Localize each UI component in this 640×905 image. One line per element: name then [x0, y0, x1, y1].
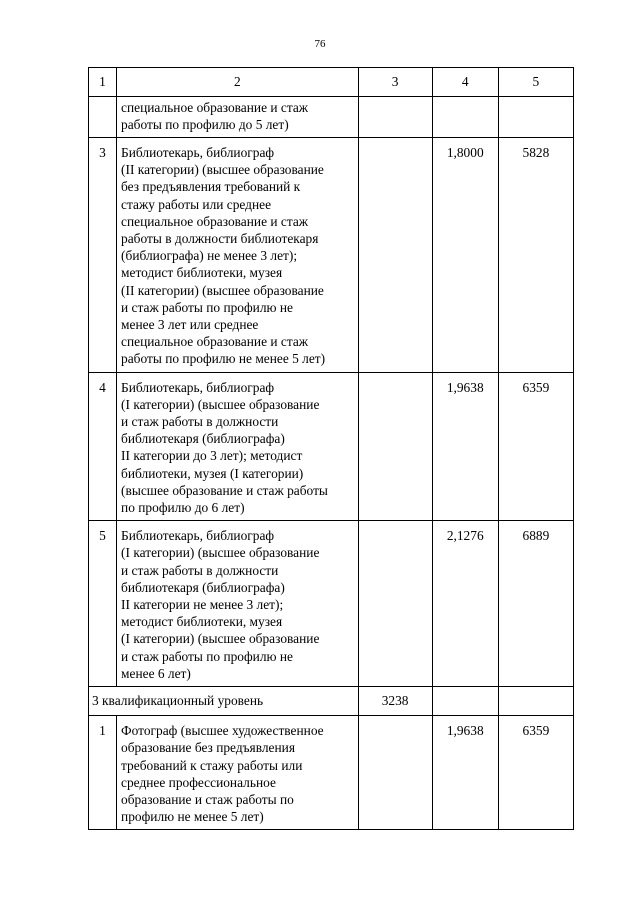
header-col-5: 5 [498, 68, 573, 97]
base-salary-value: 3238 [358, 687, 432, 716]
description-line: специальное образование и стаж [121, 334, 309, 350]
description-line: II категории до 3 лет); методист [121, 448, 303, 464]
description-line: библиотеки, музея (I категории) [121, 465, 304, 481]
description-line: образование и стаж работы по [121, 791, 294, 807]
description-line: работы по профилю не менее 5 лет) [121, 351, 326, 367]
description-line: II категории не менее 3 лет); [121, 597, 284, 613]
description-line: (II категории) (высшее образование [121, 162, 324, 178]
description-line: Библиотекарь, библиограф [121, 528, 275, 544]
base-cell [358, 716, 432, 830]
description-line: работы в должности библиотекаря [121, 231, 319, 247]
description-line: образование без предъявления [121, 740, 295, 756]
salary-value: 6359 [498, 716, 573, 830]
description-line: без предъявления требований к [121, 179, 301, 195]
description-line: менее 6 лет) [121, 665, 191, 681]
coefficient-value: 2,1276 [432, 521, 498, 687]
description-line: стажу работы или среднее [121, 196, 272, 212]
coef-cell [432, 687, 498, 716]
description-line: (высшее образование и стаж работы [121, 482, 328, 498]
header-col-1: 1 [89, 68, 117, 97]
description-line: (II категории) (высшее образование [121, 282, 324, 298]
continuation-row [89, 97, 574, 138]
salary-value: 6889 [498, 521, 573, 687]
description-line: и стаж работы в должности [121, 414, 279, 430]
position-description [117, 521, 358, 687]
coefficient-value: 1,9638 [432, 372, 498, 521]
coefficient-value: 1,9638 [432, 716, 498, 830]
salary-table [88, 67, 574, 830]
description-line: методист библиотеки, музея [121, 265, 283, 281]
description-line: среднее профессиональное [121, 774, 276, 790]
salary-value: 5828 [498, 138, 573, 373]
description-line: библиотекаря (библиографа) [121, 579, 285, 595]
description-line: и стаж работы в должности [121, 562, 279, 578]
description-line: по профилю до 6 лет) [121, 500, 245, 516]
description-line: профилю не менее 5 лет) [121, 809, 264, 825]
description-line: (I категории) (высшее образование [121, 545, 320, 561]
row-number: 4 [89, 372, 117, 521]
base-cell [358, 138, 432, 373]
description-line: (I категории) (высшее образование [121, 396, 320, 412]
description-line: Библиотекарь, библиограф [121, 145, 275, 160]
qualification-level-row [89, 687, 574, 716]
table-row [89, 372, 574, 521]
page-number: 76 [314, 38, 326, 50]
row-number: 5 [89, 521, 117, 687]
coefficient-value: 1,8000 [432, 138, 498, 373]
header-col-2: 2 [117, 68, 358, 97]
description-line: специальное образование и стаж [121, 213, 309, 229]
row-number: 3 [89, 138, 117, 373]
row-number: 1 [89, 716, 117, 830]
description-line: Библиотекарь, библиограф [121, 379, 275, 395]
description-line: специальное образование и стаж [121, 100, 309, 115]
description-line: (библиографа) не менее 3 лет); [121, 248, 298, 264]
salary-value: 6359 [498, 372, 573, 521]
salary-cell [498, 97, 573, 138]
description-line: работы по профилю до 5 лет) [121, 117, 289, 133]
position-description [117, 138, 358, 373]
base-cell [358, 521, 432, 687]
description-line: библиотекаря (библиографа) [121, 431, 285, 447]
salary-cell [498, 687, 573, 716]
qualification-level-label: 3 квалификационный уровень [89, 687, 359, 716]
header-col-3: 3 [358, 68, 432, 97]
base-cell [358, 372, 432, 521]
description-line: и стаж работы по профилю не [121, 299, 293, 315]
header-col-4: 4 [432, 68, 498, 97]
coef-cell [432, 97, 498, 138]
table-row [89, 138, 574, 373]
table-row [89, 521, 574, 687]
description-line: и стаж работы по профилю не [121, 648, 293, 664]
num-cell [89, 97, 117, 138]
description-line: требований к стажу работы или [121, 757, 303, 773]
position-description [117, 372, 358, 521]
base-cell [358, 97, 432, 138]
position-description [117, 97, 358, 138]
description-line: менее 3 лет или среднее [121, 317, 259, 333]
description-line: (I категории) (высшее образование [121, 631, 320, 647]
description-line: Фотограф (высшее художественное [121, 723, 324, 739]
position-description [117, 716, 358, 830]
table-header-row [89, 68, 574, 97]
table-row [89, 716, 574, 830]
description-line: методист библиотеки, музея [121, 614, 283, 630]
